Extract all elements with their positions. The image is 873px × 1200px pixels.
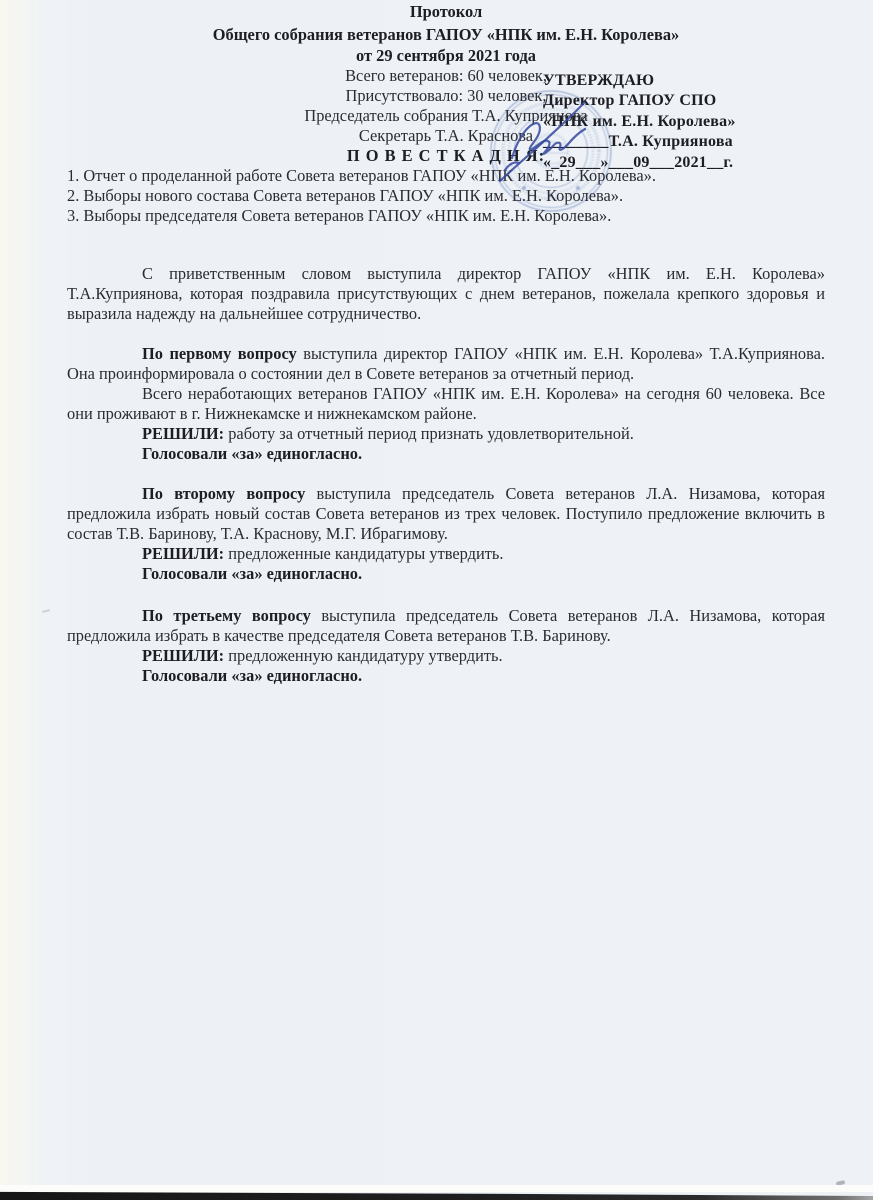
q2-text: выступила председатель Совета ветеранов Л.А. Низамова, которая предложила избрать новый состав Совета ветеранов из трех человек. Поступило предложение включить в состав Т.В. Баринову, Т.А. Краснову, М.Г. Ибрагимову. bbox=[67, 484, 825, 543]
paragraph-q3 bbox=[67, 606, 825, 646]
resolution-q2 bbox=[67, 544, 825, 564]
resolution-q3 bbox=[67, 646, 825, 666]
director-signature bbox=[470, 90, 630, 200]
vote-q3: Голосовали «за» единогласно. bbox=[142, 666, 363, 685]
q3-resolved-text: предложенную кандидатуру утвердить. bbox=[224, 646, 503, 665]
document-date: от 29 сентября 2021 года bbox=[356, 46, 536, 65]
paragraph-q1-stats: Всего неработающих ветеранов ГАПОУ «НПК им. Е.Н. Королева» на сегодня 60 человека. Все они проживают в г. Нижнекамске и нижнекамском районе. bbox=[67, 384, 825, 423]
q3-lead: По третьему вопросу bbox=[142, 606, 311, 625]
approval-line-signature-name: ________Т.А. Куприянова bbox=[543, 133, 733, 151]
paragraph-q1 bbox=[67, 344, 825, 384]
officers-block bbox=[67, 106, 825, 146]
attendance-total: Всего ветеранов: 60 человек, bbox=[345, 66, 547, 85]
secretary-line: Секретарь Т.А. Краснова bbox=[358, 126, 534, 145]
q2-lead: По второму вопросу bbox=[142, 484, 306, 503]
agenda-item-3: 3. Выборы председателя Совета ветеранов ГАПОУ «НПК им. Е.Н. Королева». bbox=[67, 206, 612, 225]
scan-bottom-edge-highlight bbox=[0, 1185, 873, 1192]
document-subtitle: Общего собрания ветеранов ГАПОУ «НПК им. Е.Н. Королева» bbox=[212, 25, 680, 44]
document-body bbox=[67, 0, 825, 686]
approval-line-approved: УТВЕРЖДАЮ bbox=[543, 72, 655, 89]
scan-speck bbox=[42, 609, 50, 613]
q2-resolved-label: РЕШИЛИ: bbox=[142, 544, 225, 563]
agenda-list bbox=[67, 166, 825, 226]
q3-text: выступила председатель Совета ветеранов Л.А. Низамова, которая предложила избрать в качестве председателя Совета ветеранов Т.В. Баринову. bbox=[67, 606, 825, 645]
paragraph-q2 bbox=[67, 484, 825, 544]
resolution-q1 bbox=[67, 424, 825, 444]
q1-text: выступила директор ГАПОУ «НПК им. Е.Н. Королева» Т.А.Куприянова. Она проинформировала о состоянии дел в Совете ветеранов за отчетный период. bbox=[67, 344, 825, 383]
q3-resolved-label: РЕШИЛИ: bbox=[142, 646, 225, 665]
attendance-block bbox=[67, 66, 825, 106]
agenda-item-1: 1. Отчет о проделанной работе Совета ветеранов ГАПОУ «НПК им. Е.Н. Королева». bbox=[67, 166, 656, 185]
agenda-heading: П О В Е С Т К А Д Н Я: bbox=[346, 146, 546, 165]
approval-line-date: «_29___»___09___2021__г. bbox=[543, 153, 734, 171]
scan-bottom-dark-bar bbox=[0, 1191, 873, 1200]
attendance-present: Присутствовало: 30 человек, bbox=[345, 86, 547, 105]
document-title: Протокол bbox=[409, 2, 483, 21]
agenda-item-2: 2. Выборы нового состава Совета ветеранов ГАПОУ «НПК им. Е.Н. Королева». bbox=[67, 186, 624, 205]
approval-line-college: «НПК им. Е.Н. Королева» bbox=[543, 112, 736, 130]
document-title-block bbox=[67, 0, 825, 46]
q2-resolved-text: предложенные кандидатуры утвердить. bbox=[224, 544, 504, 563]
q1-lead: По первому вопросу bbox=[142, 344, 297, 363]
vote-q2: Голосовали «за» единогласно. bbox=[142, 564, 363, 583]
q1-resolved-text: работу за отчетный период признать удовлетворительной. bbox=[224, 424, 634, 443]
vote-q1: Голосовали «за» единогласно. bbox=[142, 444, 363, 463]
chairperson-line: Председатель собрания Т.А. Куприянова bbox=[304, 106, 588, 125]
paragraph-intro: С приветственным словом выступила директор ГАПОУ «НПК им. Е.Н. Королева» Т.А.Куприянова, которая поздравила присутствующих с днем ветеранов, пожелала крепкого здоровья и выразила надежду на дальнейшее сотрудничество. bbox=[67, 264, 825, 323]
q1-resolved-label: РЕШИЛИ: bbox=[142, 424, 225, 443]
approval-line-director: Директор ГАПОУ СПО bbox=[543, 92, 717, 110]
